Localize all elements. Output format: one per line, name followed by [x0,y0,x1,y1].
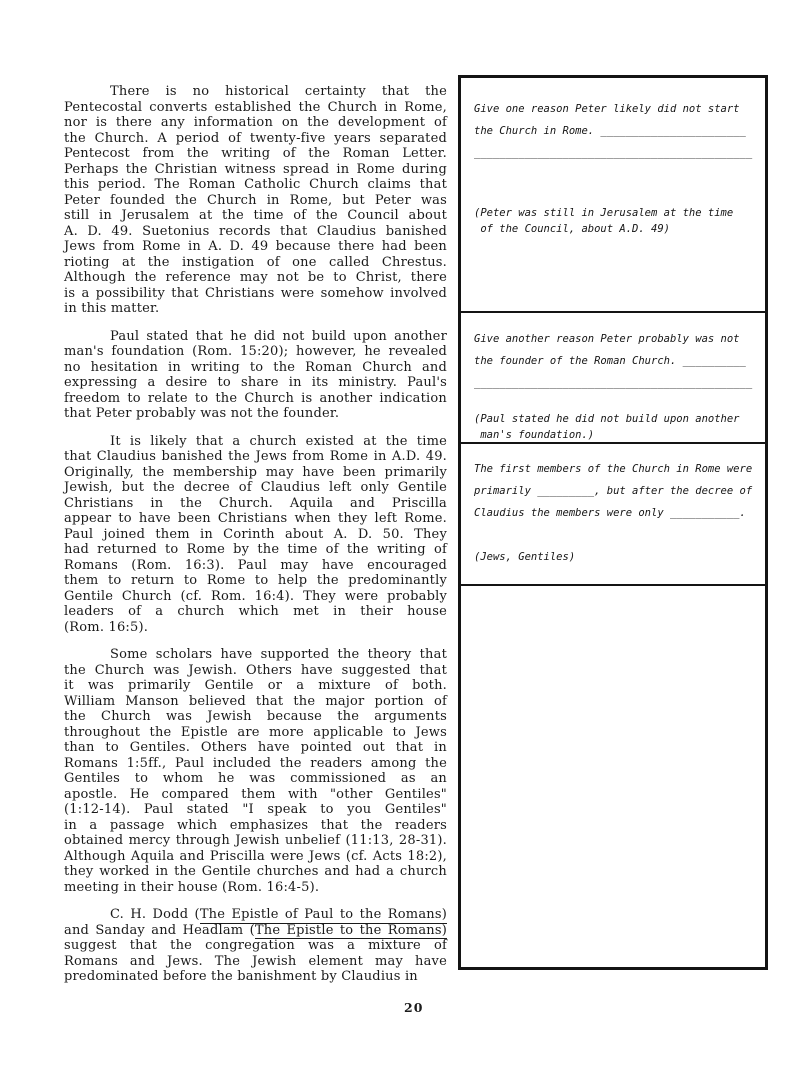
text-line: man's foundation (Rom. 15:20); however, he revealed [64,344,447,359]
question-line: Claudius the members were only ___________. [474,507,746,519]
text-line: appear to have been Christians when they left Rome. [64,511,447,526]
text-line: Peter founded the Church in Rome, but Peter was [64,192,447,208]
text-line: predominated before the banishment by Claudius in [64,969,418,984]
text-line [64,907,447,923]
text-line: meeting in their house (Rom. 16:4-5). [64,879,320,895]
text-line: in a passage which emphasizes that the readers [64,817,447,833]
text-line: freedom to relate to the Church is another indication [64,390,447,406]
text-line: Romans (Rom. 16:3). Paul may have encouraged [64,557,447,573]
answer-box [461,442,765,584]
text-line: William Manson believed that the major portion of [64,693,447,709]
text-segment: and Sanday and Headlam ( [64,922,255,938]
text-line: Romans and Jews. The Jewish element may have [64,953,447,969]
underlined-book-title: The Epistle to the Romans) [254,922,447,938]
text-line: It is likely that a church existed at the time [110,433,447,449]
text-line: Paul joined them in Corinth about A. D. 50. They [64,526,447,542]
text-line: Gentiles to whom he was commissioned as an [64,771,447,786]
text-line: apostle. He compared them with "other Gentiles" [64,786,447,802]
text-line: that Peter probably was not the founder. [64,406,340,421]
paragraph [64,647,447,895]
answer-box [461,311,765,442]
answer-key [474,206,757,237]
question-line: primarily _________, but after the decree of [474,485,753,497]
answer-box [461,78,765,311]
text-line: the Church was Jewish. Others have suggested that [64,662,447,678]
text-line: (Rom. 16:5). [64,619,149,635]
text-line: rioting at the instigation of one called Chrestus. [64,254,447,270]
paragraph [64,84,447,317]
text-line: is a possibility that Christians were somehow involved [64,285,447,301]
text-line: Romans 1:5ff., Paul included the readers among the [64,755,447,771]
text-line: no hesitation in writing to the Roman Church and [64,359,447,375]
answer-text-line: man's foundation.) [474,428,595,441]
text-line: than to Gentiles. Others have pointed out that in [64,740,447,755]
text-line: the Church was Jewish because the arguments [64,709,447,724]
text-line: Pentecost from the writing of the Roman Letter. [64,146,447,161]
text-line [64,923,447,939]
answer-text-line: (Peter was still in Jerusalem at the time [474,207,734,219]
text-line: leaders of a church which met in their house [64,604,447,619]
text-line: Paul stated that he did not build upon another [110,328,447,344]
text-line: it was primarily Gentile or a mixture of both. [64,678,447,693]
text-line: obtained mercy through Jewish unbelief (11:13, 28-31). [64,833,447,848]
answer-key [474,412,757,442]
question-line: Give one reason Peter likely did not start [474,103,740,115]
text-line: throughout the Epistle are more applicable to Jews [64,724,447,740]
main-text [64,84,447,997]
text-segment: C. H. Dodd ( [110,907,200,922]
text-line: they worked in the Gentile churches and had a church [64,864,447,879]
underlined-book-title: The Epistle of Paul to the Romans) [199,907,447,922]
answer-box [461,584,765,967]
paragraph [64,907,447,985]
text-line: still in Jerusalem at the time of the Council about [64,208,447,223]
text-line: Originally, the membership may have been primarily [64,464,447,480]
text-line: this period. The Roman Catholic Church claims that [64,177,447,192]
text-line: Some scholars have supported the theory that [110,647,447,662]
question-line: Give another reason Peter probably was not [474,333,740,345]
question-line: The first members of the Church in Rome were [474,463,753,475]
text-line: Perhaps the Christian witness spread in Rome during [64,161,447,177]
text-line: Jews from Rome in A. D. 49 because there had been [64,239,447,254]
text-line: A. D. 49. Suetonius records that Claudius banished [64,223,447,239]
page-number: 20 [404,1000,424,1015]
paragraph [64,434,447,636]
answer-text-line: (Paul stated he did not build upon another [474,413,740,425]
answer-column [458,75,768,970]
paragraph [64,329,447,422]
answer-key [474,550,757,566]
answer-blank-line: ____________________________________________ [474,377,753,389]
text-line: suggest that the congregation was a mixture of [64,938,447,953]
text-line: Although Aquila and Priscilla were Jews (cf. Acts 18:2), [64,848,447,864]
question-line: the founder of the Roman Church. __________ [474,355,746,367]
text-line: that Claudius banished the Jews from Rome in A.D. 49. [64,449,447,464]
answer-text-line: (Jews, Gentiles) [474,551,576,563]
text-line: Christians in the Church. Aquila and Priscilla [64,495,447,511]
text-line: (1:12-14). Paul stated "I speak to you Gentiles" [64,802,447,817]
text-line: Pentecostal converts established the Church in Rome, [64,99,447,115]
text-line: had returned to Rome by the time of the writing of [64,542,447,557]
text-line: Gentile Church (cf. Rom. 16:4). They were probably [64,588,447,604]
text-line: expressing a desire to share in its ministry. Paul's [64,375,447,390]
text-line: There is no historical certainty that the [110,84,447,99]
text-line: in this matter. [64,301,160,316]
answer-text-line: of the Council, about A.D. 49) [474,222,670,235]
text-line: Jewish, but the decree of Claudius left only Gentile [64,480,447,495]
text-line: the Church. A period of twenty-five years separated [64,130,447,146]
text-line: Although the reference may not be to Christ, there [64,270,447,285]
question-line: the Church in Rome. _______________________ [474,125,746,137]
text-line: nor is there any information on the development of [64,115,447,130]
answer-blank-line: ____________________________________________ [474,147,753,159]
text-line: them to return to Rome to help the predominantly [64,573,447,588]
